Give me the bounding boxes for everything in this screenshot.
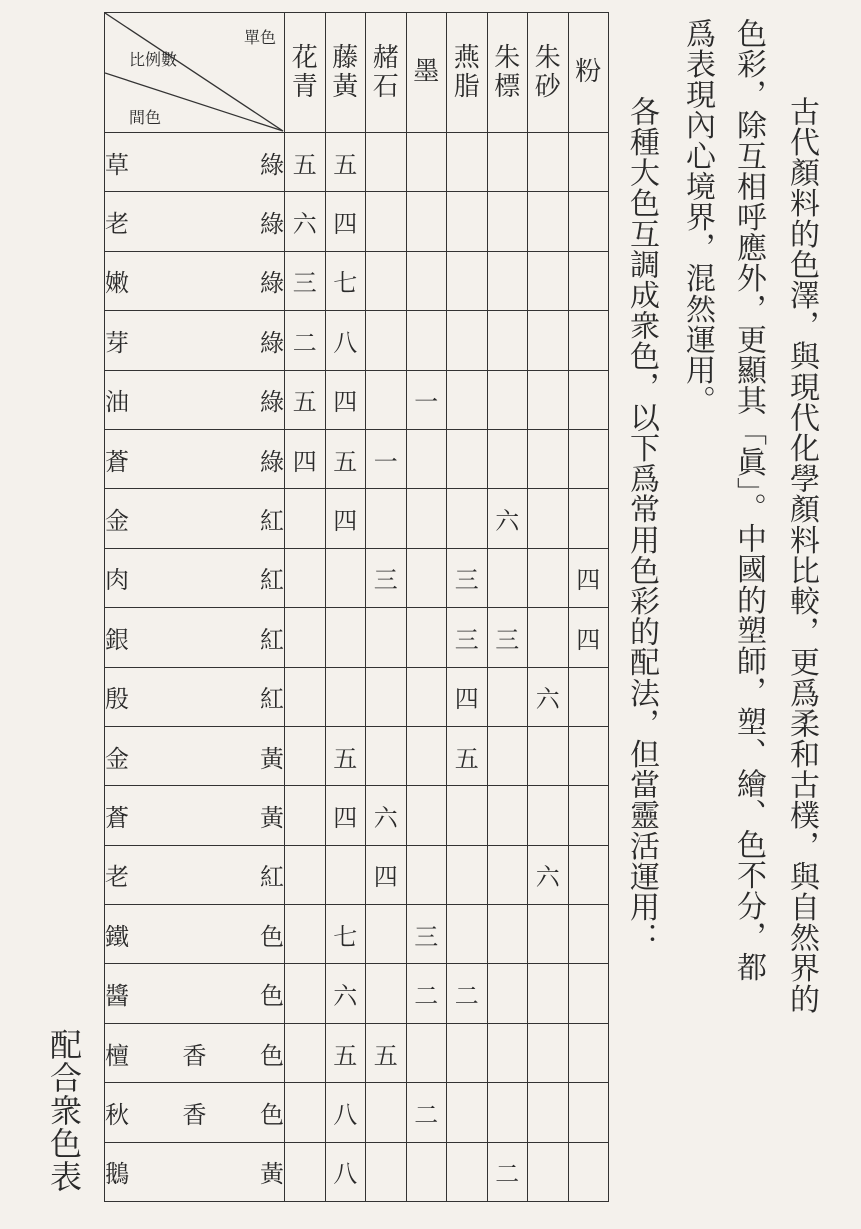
ratio-cell [366,133,407,192]
column-header-char: 朱 [494,43,521,74]
column-header-char: 花 [291,43,318,74]
row-color-name [105,133,285,192]
row-color-name-chars [105,857,284,892]
row-name-char: 老 [105,863,129,892]
table-caption: 配合衆色表 [45,1028,83,1193]
ratio-cell [528,133,569,192]
ratio-cell [285,548,326,607]
ratio-cell: 六 [366,786,407,845]
column-header-char: 墨 [413,57,440,88]
column-header-char: 脂 [453,71,480,102]
ratio-cell [568,311,609,370]
column-header-0 [285,13,326,133]
ratio-cell [447,489,488,548]
row-name-char: 紅 [260,863,284,892]
ratio-cell [487,192,528,251]
ratio-cell: 二 [406,1083,447,1142]
corner-label-ratio: 比例數 [129,50,178,69]
ratio-cell [487,370,528,429]
corner-header-cell [105,13,285,133]
ratio-cell [366,964,407,1023]
row-color-name [105,192,285,251]
row-name-char: 檀 [105,1041,129,1070]
column-header-char: 燕 [453,43,480,74]
row-name-char: 紅 [260,507,284,536]
ratio-cell [528,1142,569,1201]
ratio-cell: 五 [285,133,326,192]
row-name-char: 紅 [260,566,284,595]
paragraph-1-line-2: 色彩，除互相呼應外，更顯其「眞」。中國的塑師，塑、繪、色不分，都 [731,18,766,983]
row-name-char: 黃 [260,1160,284,1189]
ratio-cell [568,964,609,1023]
row-color-name [105,429,285,488]
ratio-cell [487,548,528,607]
row-color-name [105,1142,285,1201]
ratio-cell [447,1083,488,1142]
ratio-cell [285,786,326,845]
ratio-cell [285,905,326,964]
table-row [105,845,609,904]
column-header-2 [366,13,407,133]
column-header-7 [568,13,609,133]
ratio-cell [447,370,488,429]
ratio-cell: 一 [366,429,407,488]
ratio-cell: 七 [325,251,366,310]
ratio-cell [325,667,366,726]
row-color-name [105,667,285,726]
row-color-name [105,845,285,904]
ratio-cell: 三 [447,608,488,667]
row-name-char: 鐵 [105,922,129,951]
ratio-cell: 五 [447,726,488,785]
ratio-cell [366,370,407,429]
ratio-cell [568,667,609,726]
ratio-cell [366,251,407,310]
ratio-cell: 四 [285,429,326,488]
ratio-cell [366,1142,407,1201]
ratio-cell [406,1142,447,1201]
ratio-cell: 三 [447,548,488,607]
column-header-char: 朱 [534,43,561,74]
row-color-name-chars [105,739,284,774]
row-color-name [105,1083,285,1142]
ratio-cell: 六 [325,964,366,1023]
ratio-cell: 五 [325,726,366,785]
ratio-cell: 四 [568,548,609,607]
table-row [105,786,609,845]
row-name-char: 殷 [105,685,129,714]
row-color-name-chars [105,501,284,536]
ratio-cell [568,489,609,548]
ratio-cell [487,786,528,845]
ratio-cell [487,1083,528,1142]
ratio-cell [366,905,407,964]
row-name-char: 蒼 [105,803,129,832]
ratio-cell [487,251,528,310]
ratio-cell [366,1083,407,1142]
row-name-char: 蒼 [105,447,129,476]
ratio-cell: 六 [487,489,528,548]
column-header-char: 石 [372,71,399,102]
row-name-char: 老 [105,210,129,239]
ratio-cell [568,192,609,251]
table-row [105,1083,609,1142]
ratio-cell [568,251,609,310]
row-color-name [105,311,285,370]
ratio-cell [406,786,447,845]
ratio-cell: 八 [325,1142,366,1201]
ratio-cell [406,726,447,785]
ratio-cell [487,429,528,488]
ratio-cell [285,667,326,726]
color-mixing-table [104,12,609,1202]
row-color-name [105,608,285,667]
table-row [105,1142,609,1201]
paragraph-2: 各種大色互調成衆色，以下爲常用色彩的配法，但當靈活運用： [624,96,659,953]
ratio-cell [528,905,569,964]
column-header-3 [406,13,447,133]
row-name-char: 秋 [105,1100,129,1129]
column-header-6 [528,13,569,133]
row-name-char: 鵝 [105,1160,129,1189]
paragraph-1-line-3: 爲表現內心境界，混然運用。 [680,18,715,416]
table-row [105,311,609,370]
ratio-cell [406,133,447,192]
row-color-name-chars [105,323,284,358]
ratio-cell [285,726,326,785]
ratio-cell [406,1023,447,1082]
ratio-cell [568,726,609,785]
ratio-cell [406,845,447,904]
ratio-cell [406,251,447,310]
ratio-cell: 七 [325,905,366,964]
row-name-char: 綠 [260,269,284,298]
ratio-cell: 二 [285,311,326,370]
ratio-cell [447,251,488,310]
table-row [105,608,609,667]
row-name-char: 草 [105,150,129,179]
row-name-char: 嫩 [105,269,129,298]
ratio-cell [528,964,569,1023]
ratio-cell [447,1023,488,1082]
table-row [105,726,609,785]
ratio-cell [528,608,569,667]
ratio-cell [487,667,528,726]
row-color-name-chars [105,798,284,833]
ratio-cell [447,845,488,904]
ratio-cell: 二 [487,1142,528,1201]
ratio-cell [528,548,569,607]
row-name-char: 紅 [260,685,284,714]
row-name-char: 黃 [260,803,284,832]
ratio-cell [528,311,569,370]
ratio-cell [325,548,366,607]
ratio-cell [568,1142,609,1201]
row-color-name [105,726,285,785]
ratio-cell [447,905,488,964]
ratio-cell [366,608,407,667]
ratio-cell: 六 [528,667,569,726]
row-color-name-chars [105,917,284,952]
row-name-char: 色 [260,1100,284,1129]
ratio-cell [366,667,407,726]
row-name-char: 色 [260,982,284,1011]
ratio-cell: 三 [366,548,407,607]
row-color-name [105,964,285,1023]
ratio-cell [285,1083,326,1142]
ratio-cell [285,1023,326,1082]
table-row [105,251,609,310]
row-color-name-chars [105,620,284,655]
row-name-char: 綠 [260,328,284,357]
table-row [105,192,609,251]
ratio-cell [447,786,488,845]
column-header-char: 藤 [332,43,359,74]
row-name-char: 香 [182,1100,207,1129]
ratio-cell [487,905,528,964]
corner-label-mixed-color: 間色 [129,108,162,127]
row-color-name-chars [105,204,284,239]
row-name-char: 黃 [260,744,284,773]
ratio-cell: 五 [366,1023,407,1082]
ratio-cell: 四 [325,192,366,251]
paragraph-1-line-1: 古代顏料的色澤，與現代化學顏料比較，更爲柔和古樸，與自然界的 [784,96,819,1014]
row-name-char: 銀 [105,625,129,654]
ratio-cell [406,667,447,726]
table-header-row [105,13,609,133]
row-name-char: 綠 [260,150,284,179]
ratio-cell: 二 [406,964,447,1023]
row-name-char: 綠 [260,388,284,417]
ratio-cell: 八 [325,1083,366,1142]
ratio-cell [528,251,569,310]
corner-label-single-color: 單色 [243,28,276,47]
ratio-cell: 五 [325,133,366,192]
ratio-cell [568,905,609,964]
row-name-char: 金 [105,507,129,536]
ratio-cell [568,133,609,192]
table-row [105,489,609,548]
column-header-char: 粉 [575,57,602,88]
row-color-name-chars [105,145,284,180]
ratio-cell [447,192,488,251]
ratio-cell [285,608,326,667]
row-color-name-chars [105,382,284,417]
ratio-cell [528,786,569,845]
ratio-cell: 三 [285,251,326,310]
row-name-char: 紅 [260,625,284,654]
ratio-cell [568,845,609,904]
ratio-cell: 五 [325,429,366,488]
ratio-cell [528,489,569,548]
ratio-cell [366,489,407,548]
table-row [105,905,609,964]
ratio-cell: 六 [528,845,569,904]
ratio-cell [487,311,528,370]
row-name-char: 綠 [260,210,284,239]
column-header-4 [447,13,488,133]
row-name-char: 香 [182,1041,207,1070]
ratio-cell [528,726,569,785]
ratio-cell [487,964,528,1023]
ratio-cell [366,192,407,251]
ratio-cell [568,1083,609,1142]
row-name-char: 色 [260,1041,284,1070]
ratio-cell [325,845,366,904]
row-name-char: 肉 [105,566,129,595]
table-row [105,133,609,192]
row-color-name [105,1023,285,1082]
row-color-name [105,548,285,607]
row-color-name-chars [105,442,284,477]
column-header-char: 標 [494,71,521,102]
ratio-cell [406,429,447,488]
ratio-cell: 四 [325,786,366,845]
column-header-char: 砂 [534,71,561,102]
ratio-cell [447,1142,488,1201]
ratio-cell [528,192,569,251]
ratio-cell [568,786,609,845]
ratio-cell [487,1023,528,1082]
ratio-cell [406,192,447,251]
ratio-cell [406,548,447,607]
row-name-char: 醬 [105,982,129,1011]
ratio-cell [285,964,326,1023]
ratio-cell [406,608,447,667]
ratio-cell [447,429,488,488]
row-color-name [105,251,285,310]
ratio-cell: 六 [285,192,326,251]
row-name-char: 芽 [105,328,129,357]
ratio-cell [528,1083,569,1142]
row-color-name-chars [105,679,284,714]
ratio-cell [528,370,569,429]
ratio-cell: 三 [487,608,528,667]
ratio-cell: 三 [406,905,447,964]
row-color-name-chars [105,976,284,1011]
ratio-cell: 八 [325,311,366,370]
ratio-cell [285,489,326,548]
column-header-char: 赭 [372,43,399,74]
ratio-cell [487,133,528,192]
ratio-cell [447,311,488,370]
table-row [105,370,609,429]
ratio-cell [568,370,609,429]
ratio-cell: 四 [325,370,366,429]
row-color-name [105,370,285,429]
ratio-cell: 五 [325,1023,366,1082]
ratio-cell [325,608,366,667]
ratio-cell [487,845,528,904]
ratio-cell [568,429,609,488]
ratio-cell [285,1142,326,1201]
ratio-cell [487,726,528,785]
table-row [105,429,609,488]
table-row [105,1023,609,1082]
ratio-cell: 一 [406,370,447,429]
ratio-cell: 四 [366,845,407,904]
ratio-cell: 五 [285,370,326,429]
row-color-name-chars [105,1036,284,1071]
ratio-cell [285,845,326,904]
ratio-cell [528,1023,569,1082]
ratio-cell [366,726,407,785]
column-header-1 [325,13,366,133]
table-row [105,667,609,726]
column-header-5 [487,13,528,133]
row-name-char: 色 [260,922,284,951]
ratio-cell [447,133,488,192]
row-name-char: 金 [105,744,129,773]
ratio-cell: 四 [325,489,366,548]
row-color-name-chars [105,1154,284,1189]
row-color-name-chars [105,1095,284,1130]
ratio-cell [406,311,447,370]
row-name-char: 綠 [260,447,284,476]
ratio-cell: 四 [568,608,609,667]
row-name-char: 油 [105,388,129,417]
row-color-name-chars [105,263,284,298]
column-header-char: 青 [291,71,318,102]
row-color-name [105,786,285,845]
row-color-name [105,905,285,964]
column-header-char: 黃 [332,71,359,102]
ratio-cell: 四 [447,667,488,726]
ratio-cell: 二 [447,964,488,1023]
ratio-cell [366,311,407,370]
table-row [105,964,609,1023]
ratio-cell [406,489,447,548]
row-color-name [105,489,285,548]
table-row [105,548,609,607]
row-color-name-chars [105,560,284,595]
ratio-cell [528,429,569,488]
ratio-cell [568,1023,609,1082]
